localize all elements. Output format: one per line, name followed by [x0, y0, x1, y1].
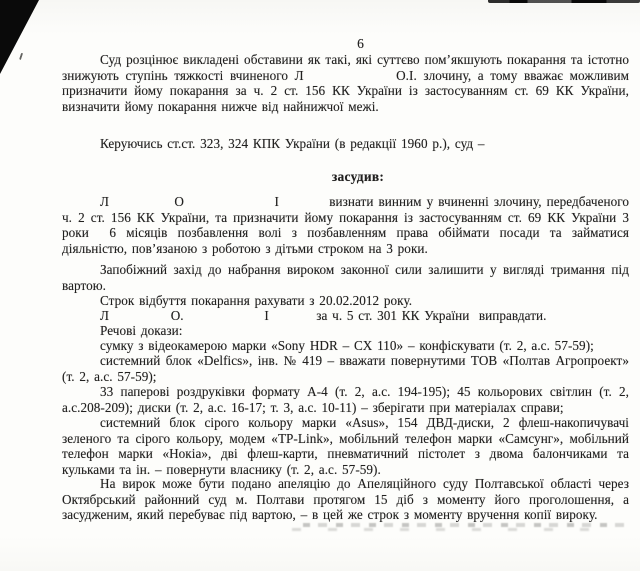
paragraph-appeal-procedure: На вирок може бути подано апеляцію до Апеляційного суду Полтавської області через Октябрський районний суд м. Полтави протягом 15 діб з моменту його проголошення, а засудженим, який перебуває під вартою, – в цей же строк з моменту вручення копії вироку. — [62, 476, 629, 522]
scan-bleedthrough-artifact — [303, 523, 629, 527]
heading-verdict: засудив: — [331, 169, 385, 184]
paragraph-evidence-printouts: 33 паперові роздруківки формату А-4 (т. 2, а.с. 194-195); 45 кольорових світлин (т. 2, а.с.208-209); диски (т. 2, а.с. 16-17; т. 3, а.с. 10-11) – зберігати при матеріалах справи; — [62, 384, 629, 415]
paragraph-conviction: Л О І визнати винним у вчиненні злочину, передбаченого ч. 2 ст. 156 КК України, та призначити йому покарання із застосуванням ст. 69 КК України 3 роки 6 місяців позбавлення волі з позбавленням права обіймати посади та займатися діяльністю, пов’язаною з роботою з дітьми строком на 3 роки. — [62, 194, 634, 256]
paragraph-legal-basis: Керуючись ст.ст. 323, 324 КПК України (в редакції 1960 р.), суд – — [100, 136, 485, 151]
paragraph-evidence-return-owner: системний блок сірого кольору марки «Asus», 154 ДВД-диски, 2 флеш-накопичувачі зеленого та сірого кольору, модем «TP-Link», мобільний телефон марки «Самсунг», мобільний телефон марки «Нокіа», дві флеш-карти, пневматичний пістолет з двома балончиками та кульками та ін. – повернути власнику (т. 2, а.с. 57-59). — [62, 415, 629, 477]
paragraph-preventive-measure: Запобіжний захід до набрання вироком законної сили залишити у вигляді тримання під вартою. — [62, 262, 629, 293]
scan-corner-fold-artifact — [0, 0, 39, 74]
paragraph-court-assessment: Суд розцінює викладені обставини як такі, які суттєво пом’якшують покарання та істотно знижують ступінь тяжкості вчиненого Л О.І. злочину, а тому вважає можливим призначити йому покарання за ч. 2 ст. 156 КК України із застосуванням ст. 69 КК України, визначити йому покарання нижче від найнижчої межі. — [62, 52, 634, 114]
paragraph-term-start: Строк відбуття покарання рахувати з 20.02.2012 року. — [100, 293, 413, 308]
scan-speck-artifact — [19, 53, 24, 61]
paragraph-evidence-camera: сумку з відеокамерою марки «Sony HDR – CX 110» – конфіскувати (т. 2, а.с. 57-59); — [100, 338, 594, 353]
scan-bleedthrough-artifact — [282, 528, 612, 531]
paragraph-evidence-system-unit: системний блок «Delfics», інв. № 419 – вважати повернутими ТОВ «Полтав Агропроект» (т. 2, а.с. 57-59); — [62, 353, 629, 384]
page-number: 6 — [357, 36, 364, 51]
paragraph-evidence-label: Речові докази: — [100, 323, 183, 338]
scan-edge-line-artifact — [488, 0, 640, 3]
paragraph-acquittal: Л О. І за ч. 5 ст. 301 КК України виправдати. — [100, 308, 547, 323]
